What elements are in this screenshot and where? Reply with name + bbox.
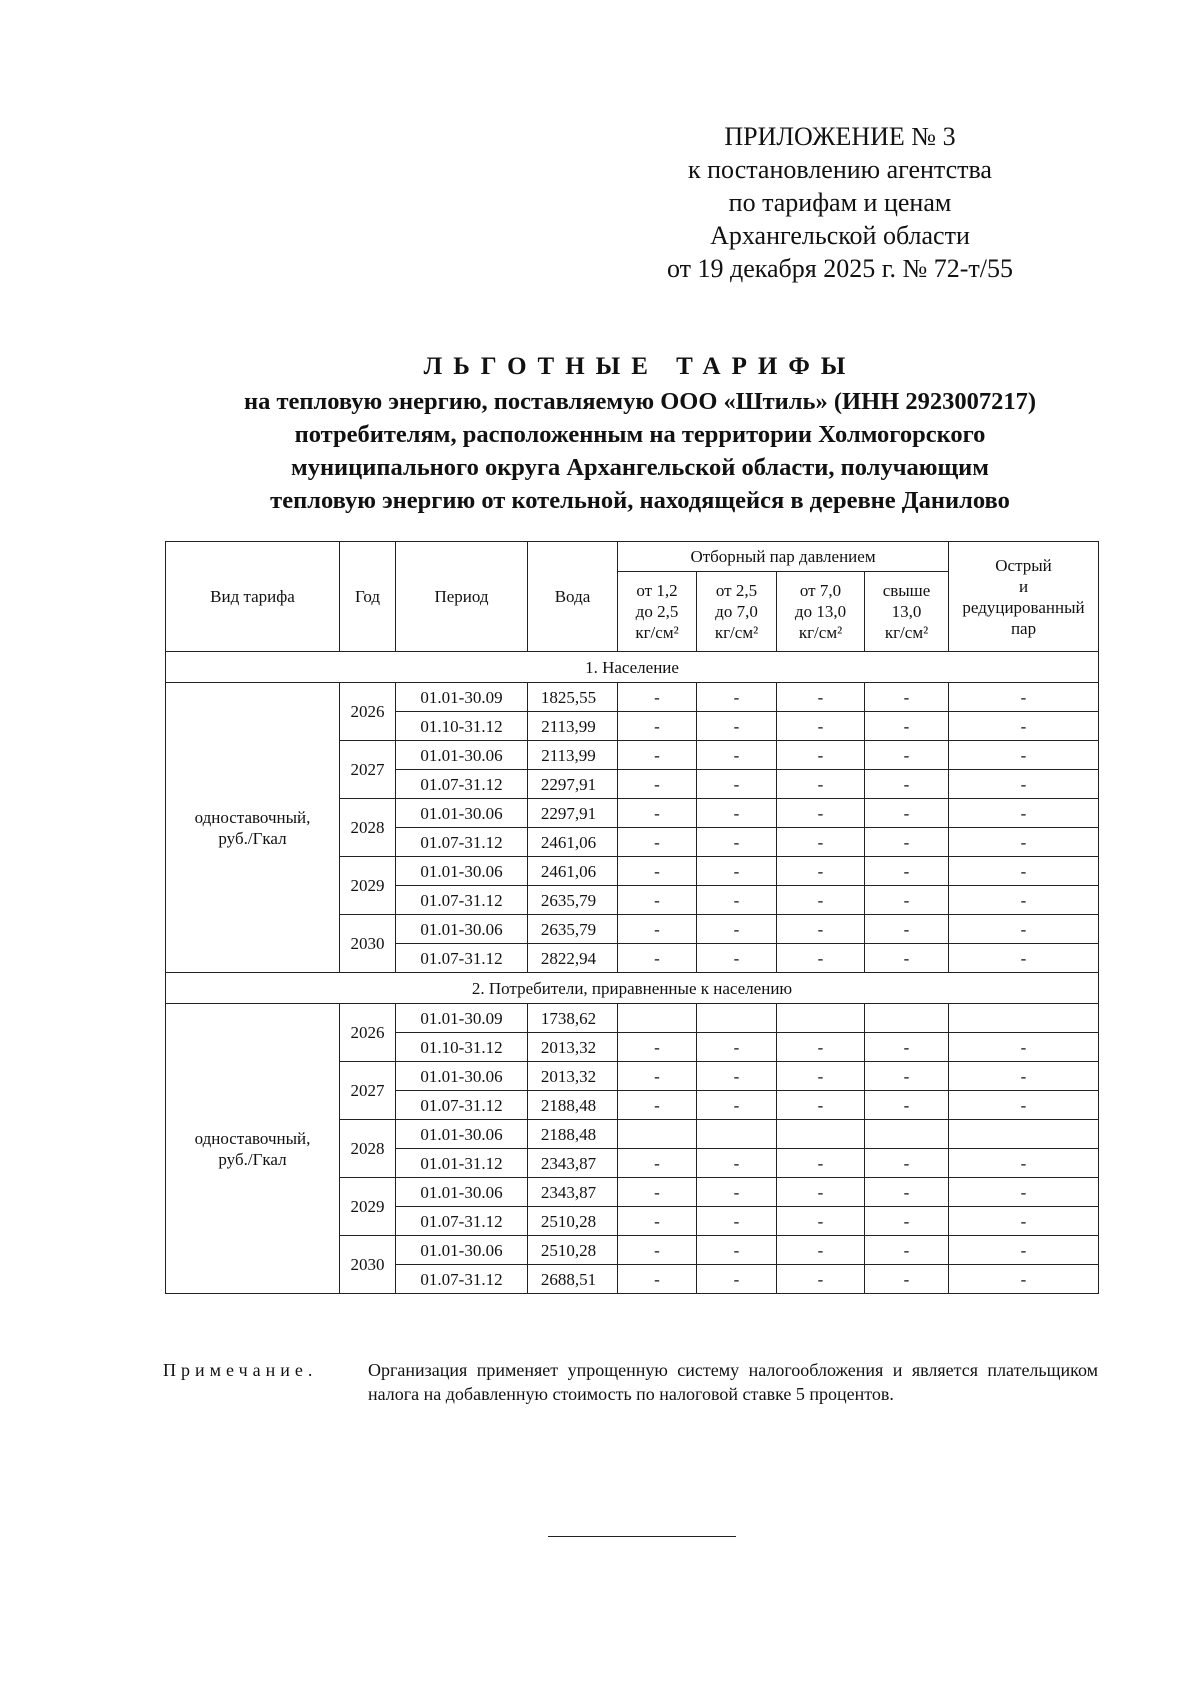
sharp-steam-cell: - [949,683,1099,712]
header-pressure-3 [777,572,865,652]
steam-p1-cell: - [618,799,697,828]
steam-p4-cell: - [865,1178,949,1207]
water-tariff-cell: 2635,79 [528,886,618,915]
appendix-number: ПРИЛОЖЕНИЕ № 3 [724,122,956,151]
sharp-steam-cell: - [949,799,1099,828]
steam-p3-cell: - [777,1207,865,1236]
year-cell: 2030 [340,915,396,973]
period-cell: 01.01-30.09 [396,683,528,712]
water-tariff-cell: 2297,91 [528,799,618,828]
steam-p2-cell: - [697,1265,777,1294]
header-pressure-1 [618,572,697,652]
sharp-steam-cell: - [949,857,1099,886]
steam-p3-cell: - [777,770,865,799]
steam-p3-cell: - [777,1091,865,1120]
title-line-4: тепловую энергию от котельной, находящейся в деревне Данилово [270,487,1010,514]
steam-p3-cell: - [777,683,865,712]
header-pressure-2 [697,572,777,652]
steam-p1-cell: - [618,886,697,915]
header-p2-to: до 7,0 [715,602,758,621]
steam-p4-cell: - [865,1207,949,1236]
steam-p2-cell: - [697,1062,777,1091]
water-tariff-cell: 1825,55 [528,683,618,712]
header-p4-to: 13,0 [891,602,922,621]
steam-p2-cell: - [697,828,777,857]
period-cell: 01.10-31.12 [396,712,528,741]
steam-p1-cell: - [618,828,697,857]
sharp-steam-cell: - [949,886,1099,915]
year-cell: 2026 [340,683,396,741]
year-cell: 2030 [340,1236,396,1294]
table-row [166,683,1099,712]
steam-p4-cell: - [865,1236,949,1265]
water-tariff-cell: 2510,28 [528,1207,618,1236]
steam-p3-cell [777,1004,865,1033]
period-cell: 01.01-30.06 [396,1062,528,1091]
steam-p2-cell: - [697,886,777,915]
steam-p4-cell: - [865,828,949,857]
tariff-type-line: одноставочный, [194,807,311,827]
steam-p2-cell: - [697,799,777,828]
steam-p1-cell: - [618,1149,697,1178]
steam-p3-cell: - [777,1178,865,1207]
steam-p1-cell: - [618,857,697,886]
steam-p4-cell: - [865,1265,949,1294]
header-sharp-line-2: и [1018,576,1029,596]
appendix-header [620,120,1060,285]
sharp-steam-cell: - [949,1149,1099,1178]
steam-p1-cell: - [618,915,697,944]
steam-p4-cell: - [865,1149,949,1178]
steam-p2-cell: - [697,1033,777,1062]
header-p2-unit: кг/см² [714,623,759,642]
period-cell: 01.01-30.06 [396,741,528,770]
header-p1-to: до 2,5 [635,602,679,621]
steam-p2-cell: - [697,741,777,770]
sharp-steam-cell: - [949,1178,1099,1207]
steam-p4-cell [865,1004,949,1033]
steam-p4-cell: - [865,1033,949,1062]
header-p1-from: от 1,2 [636,581,678,600]
steam-p1-cell: - [618,944,697,973]
sharp-steam-cell: - [949,1265,1099,1294]
tariff-table [165,541,1099,1294]
sharp-steam-cell: - [949,1033,1099,1062]
steam-p2-cell: - [697,857,777,886]
tariff-type-line: одноставочный, [194,1128,311,1148]
steam-p1-cell [618,1004,697,1033]
steam-p4-cell: - [865,799,949,828]
section-title: 1. Население [166,652,1099,683]
header-water: Вода [528,542,618,652]
period-cell: 01.10-31.12 [396,1033,528,1062]
water-tariff-cell: 2688,51 [528,1265,618,1294]
steam-p3-cell: - [777,828,865,857]
header-p3-from: от 7,0 [799,581,842,600]
title-main: ЛЬГОТНЫЕ ТАРИФЫ [423,353,857,380]
header-period: Период [396,542,528,652]
steam-p1-cell [618,1120,697,1149]
sharp-steam-cell: - [949,1091,1099,1120]
header-steam-group: Отборный пар давлением [618,542,949,572]
steam-p4-cell: - [865,886,949,915]
steam-p3-cell: - [777,1033,865,1062]
steam-p3-cell: - [777,886,865,915]
steam-p4-cell: - [865,683,949,712]
steam-p2-cell: - [697,944,777,973]
year-cell: 2028 [340,1120,396,1178]
water-tariff-cell: 2113,99 [528,741,618,770]
sharp-steam-cell: - [949,1062,1099,1091]
header-sharp-line-1: Острый [995,555,1052,575]
period-cell: 01.01-30.06 [396,1120,528,1149]
appendix-date: от 19 декабря 2025 г. № 72-т/55 [666,254,1014,283]
steam-p1-cell: - [618,741,697,770]
steam-p1-cell: - [618,1033,697,1062]
steam-p3-cell: - [777,712,865,741]
period-cell: 01.01-30.06 [396,1236,528,1265]
steam-p3-cell: - [777,1149,865,1178]
steam-p1-cell: - [618,1091,697,1120]
year-cell: 2027 [340,1062,396,1120]
steam-p1-cell: - [618,712,697,741]
steam-p2-cell: - [697,1178,777,1207]
appendix-line-2: к постановлению агентства [688,155,992,184]
title-line-3: муниципального округа Архангельской области, получающим [291,454,989,481]
period-cell: 01.07-31.12 [396,944,528,973]
water-tariff-cell: 2013,32 [528,1062,618,1091]
title-line-2: потребителям, расположенным на территории Холмогорского [294,421,986,448]
closing-line [548,1536,736,1537]
period-cell: 01.01-30.06 [396,799,528,828]
steam-p4-cell: - [865,770,949,799]
steam-p4-cell: - [865,1091,949,1120]
steam-p1-cell: - [618,1236,697,1265]
steam-p1-cell: - [618,1207,697,1236]
tariff-type-line: руб./Гкал [218,1149,287,1169]
period-cell: 01.07-31.12 [396,828,528,857]
water-tariff-cell: 2343,87 [528,1149,618,1178]
year-cell: 2028 [340,799,396,857]
water-tariff-cell: 2188,48 [528,1120,618,1149]
steam-p4-cell: - [865,915,949,944]
period-cell: 01.07-31.12 [396,1265,528,1294]
sharp-steam-cell: - [949,712,1099,741]
year-cell: 2026 [340,1004,396,1062]
header-sharp-line-4: пар [1010,618,1037,638]
steam-p4-cell: - [865,944,949,973]
period-cell: 01.01-30.09 [396,1004,528,1033]
steam-p2-cell: - [697,712,777,741]
water-tariff-cell: 2343,87 [528,1178,618,1207]
water-tariff-cell: 2188,48 [528,1091,618,1120]
steam-p2-cell: - [697,1236,777,1265]
steam-p4-cell: - [865,857,949,886]
water-tariff-cell: 2635,79 [528,915,618,944]
sharp-steam-cell: - [949,944,1099,973]
header-p2-from: от 2,5 [715,581,758,600]
table-row [166,1004,1099,1033]
tariff-type-line: руб./Гкал [218,828,287,848]
year-cell: 2029 [340,1178,396,1236]
header-year: Год [340,542,396,652]
sharp-steam-cell: - [949,1236,1099,1265]
tariff-body [166,652,1099,1294]
sharp-steam-cell [949,1004,1099,1033]
water-tariff-cell: 2113,99 [528,712,618,741]
appendix-line-4: Архангельской области [710,221,970,250]
steam-p3-cell: - [777,799,865,828]
water-tariff-cell: 2461,06 [528,857,618,886]
water-tariff-cell: 2013,32 [528,1033,618,1062]
steam-p1-cell: - [618,683,697,712]
water-tariff-cell: 2822,94 [528,944,618,973]
steam-p3-cell: - [777,1062,865,1091]
section-title: 2. Потребители, приравненные к населению [166,973,1099,1004]
steam-p3-cell: - [777,944,865,973]
steam-p1-cell: - [618,1265,697,1294]
tariff-type-cell [166,683,340,973]
header-sharp-line-3: редуцированный [962,597,1085,617]
steam-p2-cell: - [697,683,777,712]
steam-p2-cell [697,1004,777,1033]
steam-p3-cell [777,1120,865,1149]
header-p3-unit: кг/см² [798,623,843,642]
section-header-row [166,973,1099,1004]
steam-p3-cell: - [777,857,865,886]
period-cell: 01.07-31.12 [396,1207,528,1236]
year-cell: 2029 [340,857,396,915]
sharp-steam-cell: - [949,770,1099,799]
note-text: Организация применяет упрощенную систему налогообложения и является плательщиком налога на добавленную стоимость по налоговой ставке 5 процентов. [368,1360,1098,1404]
steam-p2-cell: - [697,770,777,799]
steam-p4-cell [865,1120,949,1149]
sharp-steam-cell: - [949,1207,1099,1236]
steam-p2-cell: - [697,1149,777,1178]
sharp-steam-cell: - [949,741,1099,770]
period-cell: 01.07-31.12 [396,886,528,915]
steam-p3-cell: - [777,1236,865,1265]
document-title [120,350,1160,517]
header-p1-unit: кг/см² [635,623,679,642]
header-p4-from: свыше [882,581,931,600]
note-label: Примечание. [163,1360,318,1380]
water-tariff-cell: 2461,06 [528,828,618,857]
header-sharp-steam [949,542,1099,652]
section-header-row [166,652,1099,683]
period-cell: 01.07-31.12 [396,1091,528,1120]
appendix-line-3: по тарифам и ценам [728,188,952,217]
steam-p3-cell: - [777,1265,865,1294]
water-tariff-cell: 2297,91 [528,770,618,799]
period-cell: 01.01-30.06 [396,1178,528,1207]
title-line-1: на тепловую энергию, поставляемую ООО «Штиль» (ИНН 2923007217) [244,388,1036,415]
period-cell: 01.01-30.06 [396,915,528,944]
steam-p3-cell: - [777,915,865,944]
steam-p4-cell: - [865,1062,949,1091]
sharp-steam-cell [949,1120,1099,1149]
period-cell: 01.07-31.12 [396,770,528,799]
steam-p3-cell: - [777,741,865,770]
steam-p4-cell: - [865,712,949,741]
steam-p4-cell: - [865,741,949,770]
steam-p2-cell: - [697,1091,777,1120]
steam-p2-cell: - [697,915,777,944]
steam-p1-cell: - [618,1178,697,1207]
steam-p2-cell [697,1120,777,1149]
steam-p1-cell: - [618,770,697,799]
steam-p1-cell: - [618,1062,697,1091]
steam-p2-cell: - [697,1207,777,1236]
header-pressure-4 [865,572,949,652]
period-cell: 01.01-31.12 [396,1149,528,1178]
sharp-steam-cell: - [949,915,1099,944]
header-p4-unit: кг/см² [884,623,929,642]
header-tariff-type: Вид тарифа [166,542,340,652]
water-tariff-cell: 2510,28 [528,1236,618,1265]
header-p3-to: до 13,0 [794,602,847,621]
sharp-steam-cell: - [949,828,1099,857]
water-tariff-cell: 1738,62 [528,1004,618,1033]
year-cell: 2027 [340,741,396,799]
tariff-type-cell [166,1004,340,1294]
period-cell: 01.01-30.06 [396,857,528,886]
